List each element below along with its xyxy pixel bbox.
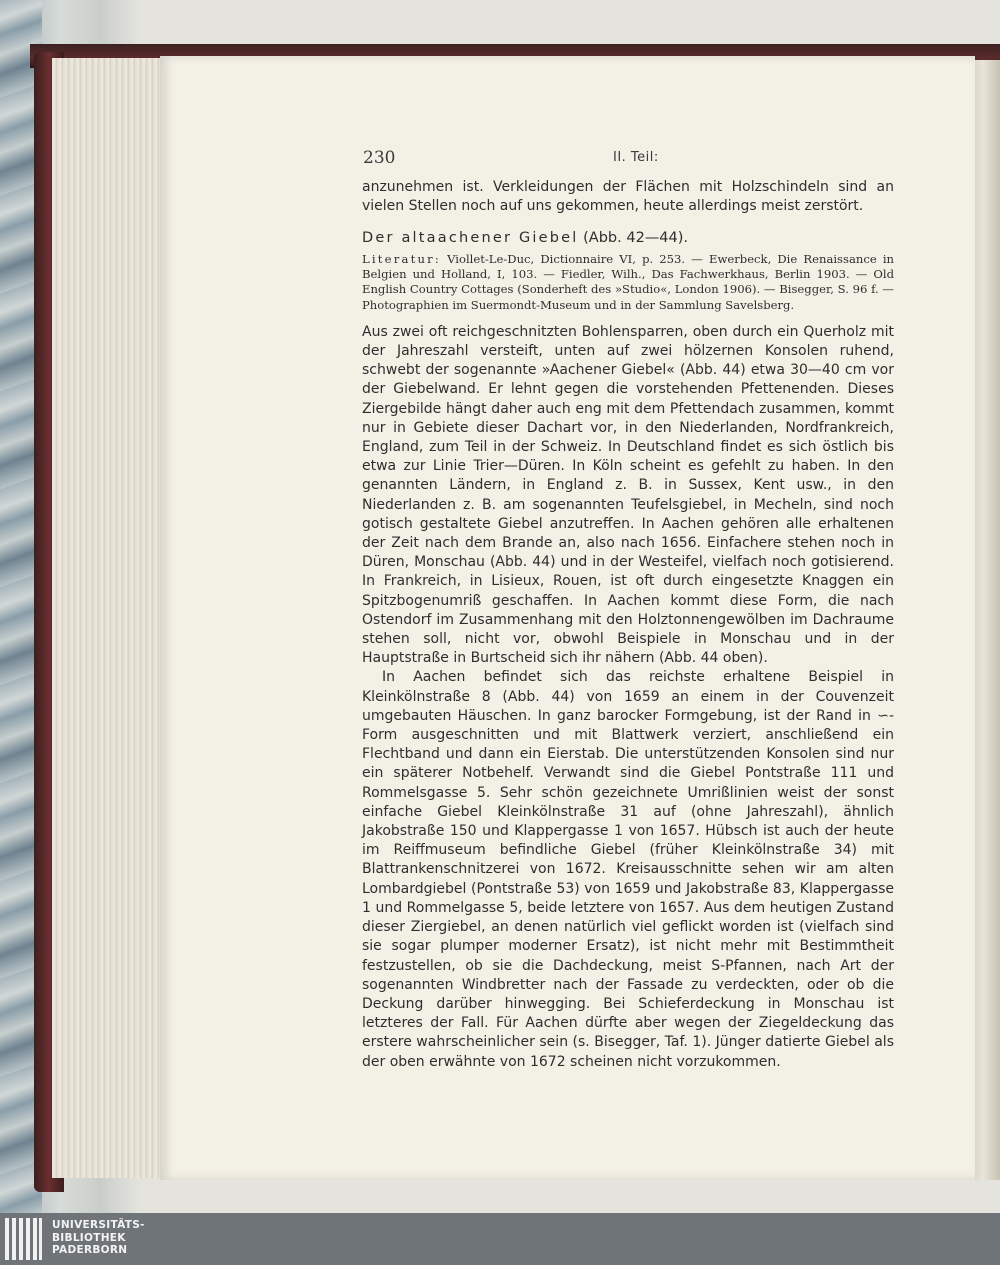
section-heading-title: Der altaachener Giebel [362,230,579,247]
section-heading [362,229,894,248]
footer-bar [0,1213,1000,1265]
facing-page-edge [972,60,1000,1180]
literature-note [362,252,894,313]
literature-label: Literatur: [362,251,441,266]
body-paragraph-2: In Aachen befindet sich das reichste erhaltene Beispiel in Kleinkölnstraße 8 (Abb. 44) von 1659 an einem in der Couvenzeit umgebauten Häuschen. In ganz barocker Formgebung, ist der Rand in ∽-Form ausgeschnitten und mit Blattwerk verziert, anschließend ein Flechtband und dann ein Eierstab. Die unterstützenden Konsolen sind nur ein späterer Notbehelf. Verwandt sind die Giebel Pontstraße 111 und Rommelsgasse 5. Sehr schön gezeichnete Umrißlinien weist der sonst einfache Giebel Kleinkölnstraße 31 auf (ohne Jahreszahl), ähnlich Jakobstraße 150 und Klappergasse 1 von 1657. Hübsch ist auch der heute im Reiffmuseum befindliche Giebel (früher Kleinkölnstraße 34) mit Blattrankenschnitzerei von 1672. Kreisausschnitte sehen wir am alten Lombardgiebel (Pontstraße 53) von 1659 und Jakobstraße 83, Klappergasse 1 und Rommelgasse 5, beide letztere von 1657. Aus dem heutigen Zustand dieser Ziergiebel, an denen natürlich viel geflickt worden ist (vielfach sind sie sogar plumper moderner Ersatz), ist nicht mehr mit Bestimmtheit festzustellen, ob sie die Dachdeckung, meist S-Pfannen, nach Art der sogenannten Windbretter nach der Fassade zu verdeckten, oder ob die Deckung darüber hinwegging. Bei Schieferdeckung in Monschau ist letzteres der Fall. Für Aachen dürfte aber wegen der Ziegeldeckung das erstere wahrscheinlicher sein (s. Bisegger, Taf. 1). Jünger datierte Giebel als der oben erwähnte von 1672 scheinen nicht vorzukommen. [362,669,894,1070]
page-number: 230 [363,148,396,168]
opening-paragraph: anzunehmen ist. Verkleidungen der Flächen mit Holzschindeln sind an vielen Stellen noch auf uns gekommen, heute allerdings meist zerstört. [362,179,894,215]
running-head: II. Teil: [613,150,659,165]
literature-text: Viollet-Le-Duc, Dictionnaire VI, p. 253. — Ewerbeck, Die Renaissance in Belgien und Holland, I, 103. — Fiedler, Wilh., Das Fachwerkhaus, Berlin 1903. — Old English Country Cottages (Sonderheft des »Studio«, London 1906). — Bisegger, S. 96 f. — Photographien im Suermondt-Museum und in der Sammlung Savelsberg. [362,251,894,312]
library-bars-logo-icon [5,1218,43,1260]
library-name-line-1: UNIVERSITÄTS- [52,1219,145,1231]
library-name-line-3: PADERBORN [52,1244,128,1256]
library-name-line-2: BIBLIOTHEK [52,1231,126,1244]
page-header [363,148,893,170]
page-edges [52,58,162,1178]
body-paragraph-1: Aus zwei oft reichgeschnitzten Bohlensparren, oben durch ein Querholz mit der Jahreszahl versteift, unten auf zwei hölzernen Konsolen ruhend, schwebt der sogenannte »Aachener Giebel« (Abb. 44) etwa 30—40 cm vor der Giebelwand. Er lehnt gegen die vorstehenden Pfettenenden. Dieses Ziergebilde hängt daher auch eng mit dem Pfettendach zusammen, kommt nur in Gebiete dieser Dachart vor, in den Niederlanden, Nordfrankreich, England, zum Teil in der Schweiz. In Deutschland findet es sich östlich bis etwa zur Linie Trier—Düren. In Köln scheint es gefehlt zu haben. In den genannten Ländern, in England z. B. in Sussex, Kent usw., in den Niederlanden z. B. am sogenannten Teufelsgiebel, in Mecheln, sind noch gotisch gestaltete Giebel anzutreffen. In Aachen gehören alle erhaltenen der Zeit nach dem Brande an, also nach 1656. Einfachere stehen noch in Düren, Monschau (Abb. 44) und in der Westeifel, vielfach noch gotisierend. In Frankreich, in Lisieux, Rouen, ist oft durch eingesetzte Knaggen ein Spitzbogenumriß geschaffen. In Aachen kommt diese Form, die nach Ostendorf im Zusammenhang mit den Holztonnengewölben im Dachraume stehen soll, nicht vor, obwohl Beispiele in Monschau und in der Hauptstraße in Burtscheid sich ihr nähern (Abb. 44 oben). [362,323,894,667]
page-body [362,178,894,1072]
section-heading-reference: (Abb. 42—44). [578,230,689,247]
library-name [52,1219,145,1257]
